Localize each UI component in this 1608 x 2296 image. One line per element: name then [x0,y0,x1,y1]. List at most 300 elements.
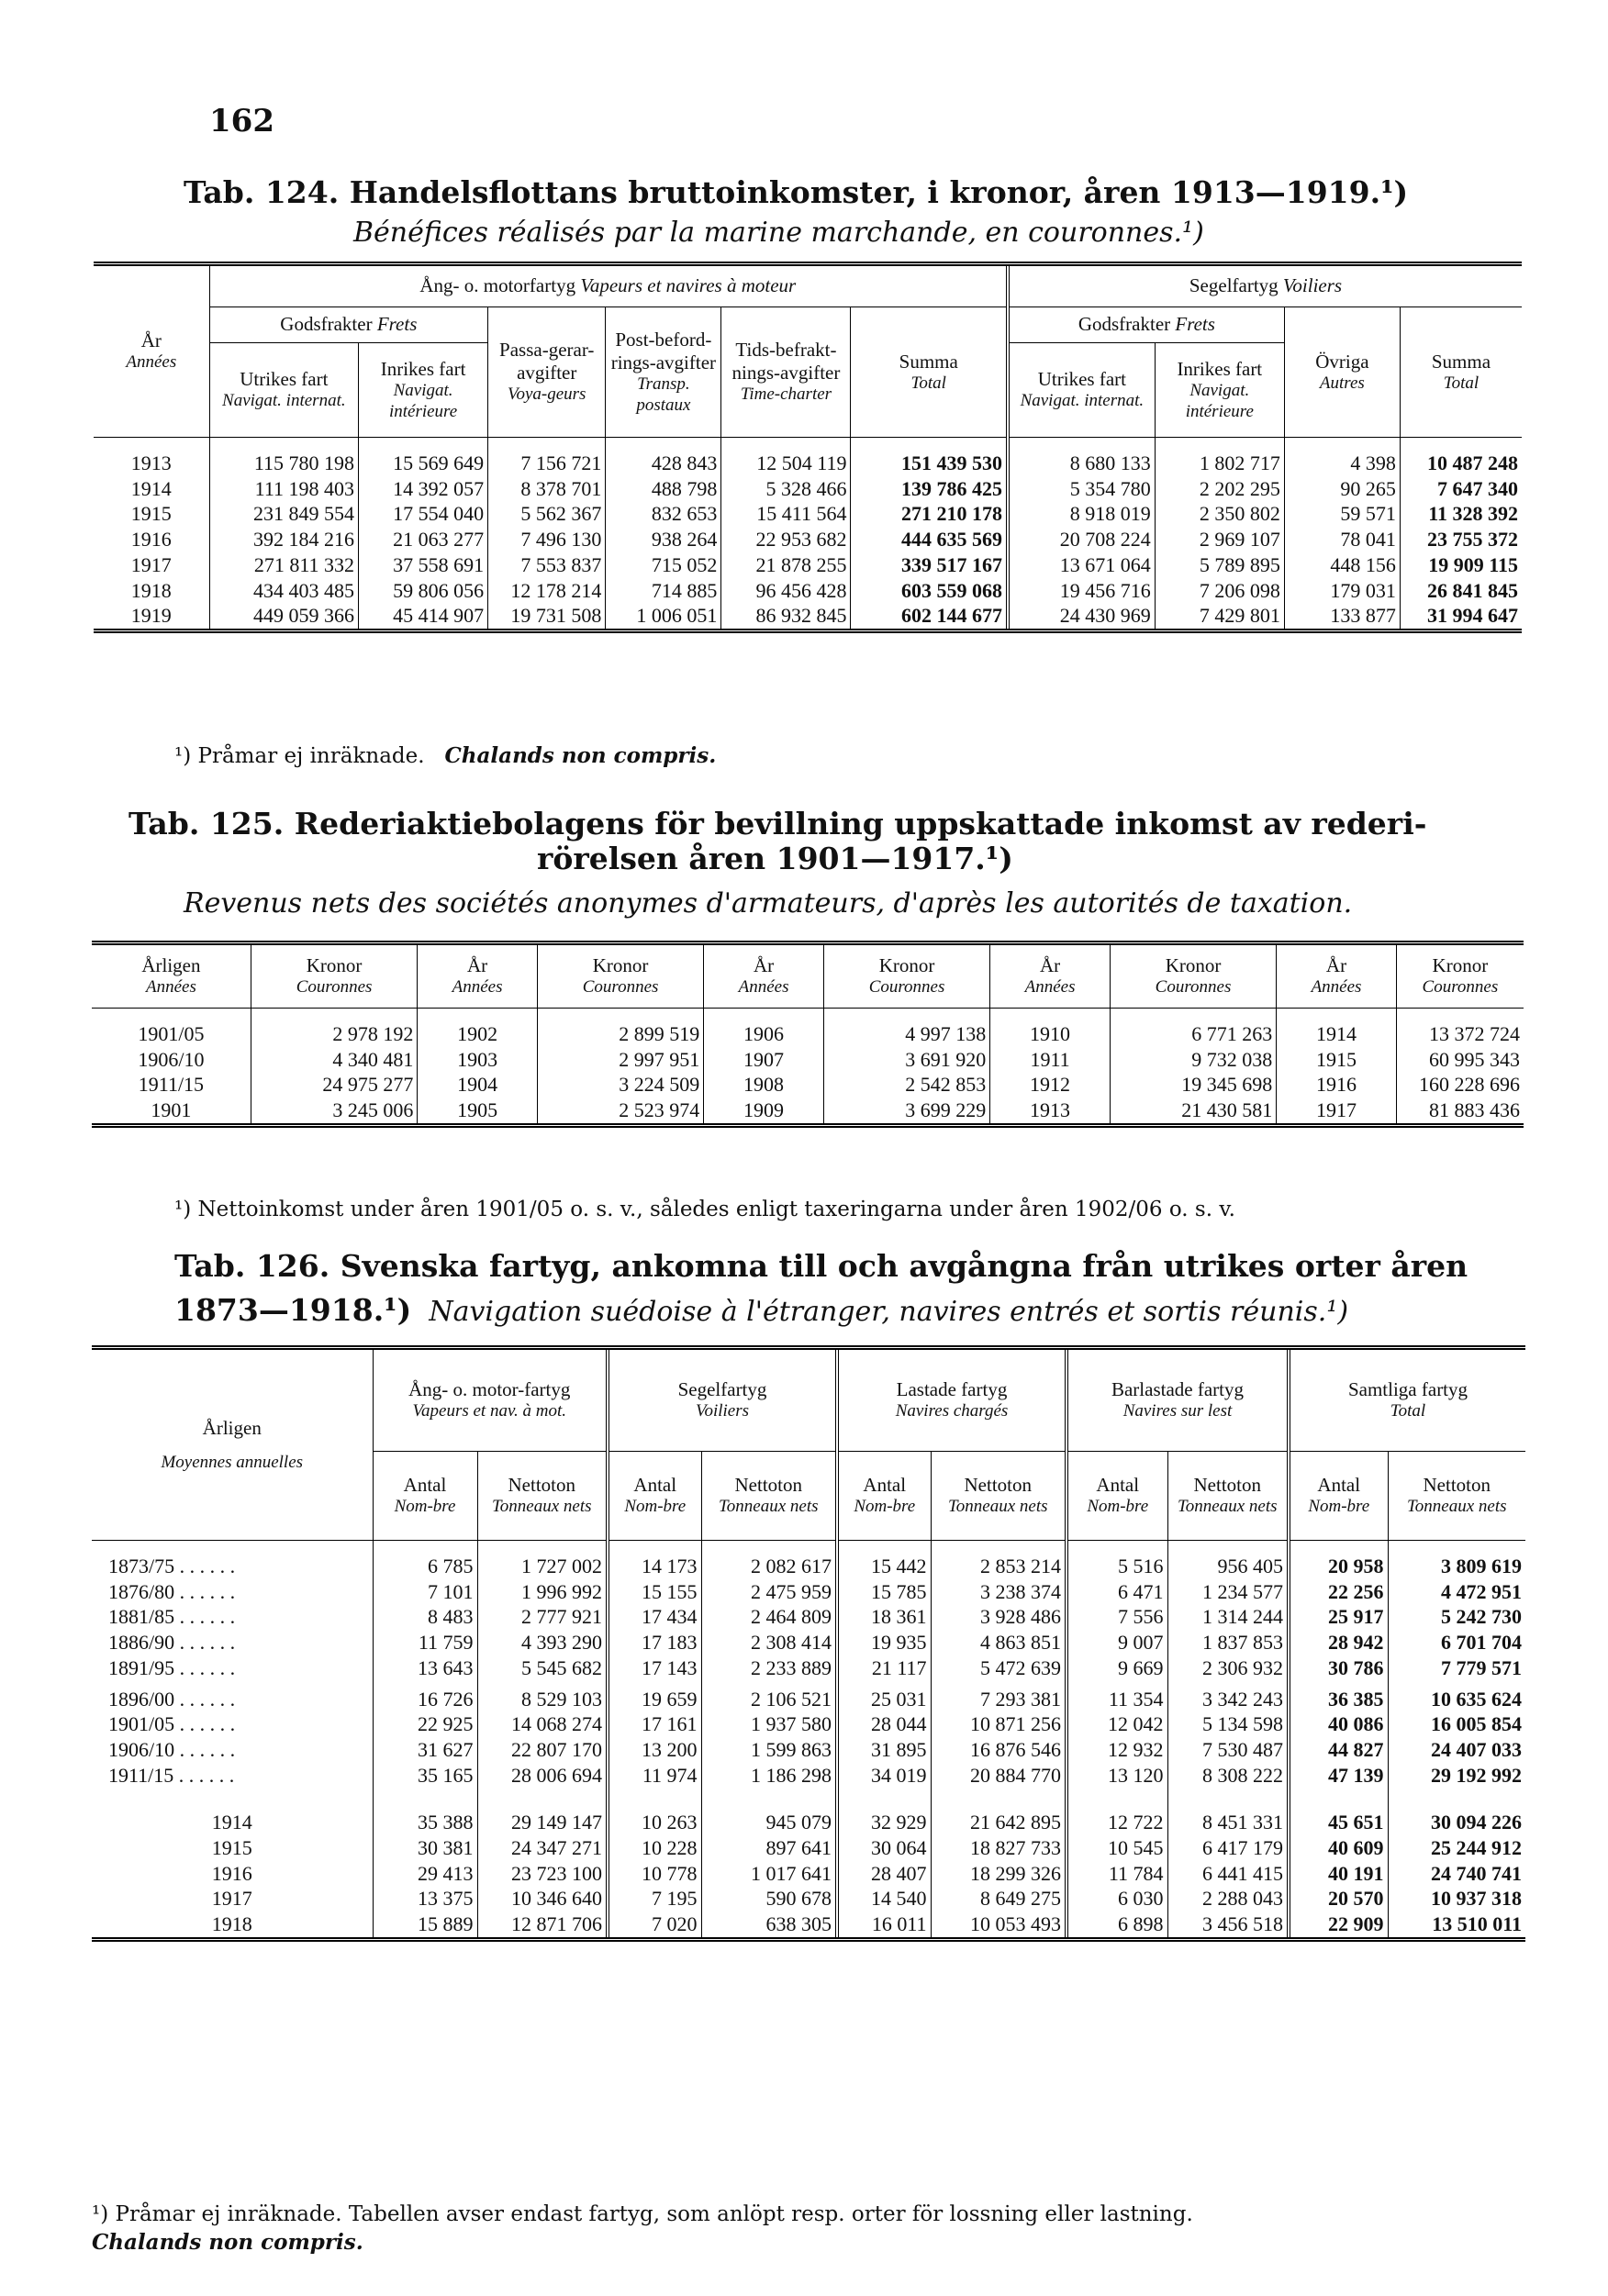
tab125-kronor-cell: 3 245 006 [251,1098,417,1125]
tab125-year-cell: 1903 [418,1047,538,1073]
tab124-value-cell: 938 264 [606,527,721,552]
tab124-value-cell: 19 909 115 [1400,552,1522,578]
tab124-value-cell: 8 680 133 [1008,451,1155,476]
tab124-sail-freight-header: Godsfrakter Frets [1008,307,1284,343]
tab126-value-cell: 13 643 [373,1655,477,1681]
tab126-value-cell: 25 031 [837,1687,931,1712]
tab126-value-cell: 16 726 [373,1687,477,1712]
tab126-row [92,1810,1525,1835]
tab124-value-cell: 602 144 677 [851,603,1008,630]
tab126-value-cell: 5 516 [1066,1554,1167,1579]
tab126-ballast-header: Barlastade fartyg Navires sur lest [1066,1348,1289,1452]
tab125-year-cell: 1916 [1277,1072,1397,1098]
tab124-value-cell: 2 969 107 [1155,527,1284,552]
tab126-value-cell: 12 871 706 [477,1911,608,1939]
tab124-value-cell: 96 456 428 [721,578,851,604]
tab126-period-cell: 1915 [211,1836,252,1860]
tab126-period-cell: 1891/95 . . . . . . [108,1655,236,1679]
tab124-value-cell: 24 430 969 [1008,603,1155,630]
tab126-value-cell: 21 117 [837,1655,931,1681]
tab124-value-cell: 2 350 802 [1155,501,1284,527]
tab126-value-cell: 11 974 [608,1763,701,1789]
tab126-value-cell: 10 635 624 [1388,1687,1525,1712]
tab125-kronor-cell: 9 732 038 [1110,1047,1276,1073]
tab125-kronor-cell: 2 523 974 [537,1098,703,1125]
tab126-loaded-header: Lastade fartyg Navires chargés [837,1348,1066,1452]
tab124-body [94,438,1522,631]
tab124-sail-foreign-header: Utrikes fart Navigat. internat. [1008,343,1155,438]
tab126-title-line2: 1873—1918.¹) [174,1292,412,1328]
tab125-kronor-cell: 2 542 853 [823,1072,989,1098]
tab126-row [92,1579,1525,1605]
tab125-kronor-cell: 160 228 696 [1396,1072,1524,1098]
tab126-period-cell: 1917 [211,1887,252,1911]
tab124-domestic-header: Inrikes fart Navigat. intérieure [359,343,488,438]
tab126-value-cell: 945 079 [701,1810,837,1835]
tab126-value-cell: 14 068 274 [477,1711,608,1737]
tab124-freight-header: Godsfrakter Frets [209,307,488,343]
tab126-value-cell: 29 192 992 [1388,1763,1525,1789]
tab124-value-cell: 339 517 167 [851,552,1008,578]
tab124-value-cell: 714 885 [606,578,721,604]
tab126-period-cell: 1873/75 . . . . . . [108,1555,236,1577]
tab126-value-cell: 6 785 [373,1554,477,1579]
tab125-year-header: År Années [990,943,1111,1009]
tab126-value-cell: 28 942 [1289,1630,1388,1655]
tab126-value-cell: 34 019 [837,1763,931,1789]
tab126-value-cell: 22 909 [1289,1911,1388,1939]
tab124-value-cell: 7 156 721 [488,451,606,476]
tab125-kronor-header: Kronor Couronnes [1396,943,1524,1009]
tab124-value-cell: 5 789 895 [1155,552,1284,578]
tab126-value-cell: 1 234 577 [1167,1579,1289,1605]
tab126-footnote: ¹) Pråmar ej inräknade. Tabellen avser endast fartyg, som anlöpt resp. orter för lossning eller lastning. [92,2202,1193,2226]
tab126-value-cell: 2 464 809 [701,1604,837,1630]
tab126-row [92,1655,1525,1681]
tab125-kronor-cell: 13 372 724 [1396,1021,1524,1047]
tab125-row [92,1098,1524,1125]
tab124-value-cell: 19 731 508 [488,603,606,630]
tab124-value-cell: 139 786 425 [851,476,1008,502]
tab125-footnote: ¹) Nettoinkomst under åren 1901/05 o. s. v., således enligt taxeringarna under åren 1902/06 o. s. v. [174,1198,1235,1221]
tab126-value-cell: 5 545 682 [477,1655,608,1681]
tab124-value-cell: 21 878 255 [721,552,851,578]
tab125-year-cell: 1906 [704,1021,824,1047]
tab125-year-cell: 1912 [990,1072,1111,1098]
tab124-value-cell: 133 877 [1284,603,1400,630]
tab126-value-cell: 20 884 770 [931,1763,1066,1789]
tab124-year-cell: 1915 [130,502,172,526]
tab126-value-cell: 2 853 214 [931,1554,1066,1579]
tab125-row [92,1072,1524,1098]
tab125-kronor-cell: 21 430 581 [1110,1098,1276,1125]
tab124-value-cell: 832 653 [606,501,721,527]
tab126-value-cell: 8 529 103 [477,1687,608,1712]
tab126-count-header: Antal Nom-bre [373,1452,477,1541]
page-number: 162 [209,103,274,139]
tab125-year-cell: 1906/10 [138,1047,205,1071]
tab126-period-cell: 1914 [211,1811,252,1834]
tab124-row [94,552,1522,578]
tab125-kronor-header: Kronor Couronnes [1110,943,1276,1009]
tab126-value-cell: 36 385 [1289,1687,1388,1712]
tab126-value-cell: 31 895 [837,1737,931,1763]
tab125-year-header: År Années [418,943,538,1009]
tab124-value-cell: 7 647 340 [1400,476,1522,502]
tab124-year-cell: 1914 [130,476,172,500]
tab124-value-cell: 15 569 649 [359,451,488,476]
tab124-value-cell: 1 802 717 [1155,451,1284,476]
tab125-kronor-header: Kronor Couronnes [251,943,417,1009]
tab126-value-cell: 12 722 [1066,1810,1167,1835]
tab124-value-cell: 488 798 [606,476,721,502]
tab126-value-cell: 11 759 [373,1630,477,1655]
tab124-year-cell: 1918 [130,578,172,602]
tab126-period-cell: 1906/10 . . . . . . [108,1737,236,1761]
tab124-value-cell: 8 918 019 [1008,501,1155,527]
tab124-value-cell: 448 156 [1284,552,1400,578]
tab126-value-cell: 1 599 863 [701,1737,837,1763]
tab126-value-cell: 7 101 [373,1579,477,1605]
tab126-value-cell: 19 659 [608,1687,701,1712]
tab126-value-cell: 4 863 851 [931,1630,1066,1655]
tab124-value-cell: 13 671 064 [1008,552,1155,578]
tab124-value-cell: 7 429 801 [1155,603,1284,630]
tab124-row [94,451,1522,476]
tab126-value-cell: 9 007 [1066,1630,1167,1655]
tab126-value-cell: 2 106 521 [701,1687,837,1712]
tab126-value-cell: 1 186 298 [701,1763,837,1789]
tab124-value-cell: 59 806 056 [359,578,488,604]
tab126-value-cell: 24 347 271 [477,1835,608,1861]
tab126-value-cell: 8 649 275 [931,1886,1066,1911]
tab126-value-cell: 6 471 [1066,1579,1167,1605]
tab125-kronor-cell: 81 883 436 [1396,1098,1524,1125]
tab126-value-cell: 2 233 889 [701,1655,837,1681]
tab126-net-header: Nettoton Tonneaux nets [701,1452,837,1541]
tab125-subtitle: Revenus nets des sociétés anonymes d'armateurs, d'après les autorités de taxation. [184,887,1353,920]
tab124-value-cell: 12 178 214 [488,578,606,604]
tab125-year-cell: 1908 [704,1072,824,1098]
tab126-table [92,1345,1525,1942]
tab126-row [92,1763,1525,1789]
tab124-value-cell: 45 414 907 [359,603,488,630]
tab126-value-cell: 30 094 226 [1388,1810,1525,1835]
tab125-year-cell: 1910 [990,1021,1111,1047]
tab125-title-line2: rörelsen åren 1901—1917.¹) [537,841,1013,876]
tab124-value-cell: 715 052 [606,552,721,578]
tab124-passenger-header: Passa-gerar-avgifter Voya-geurs [488,307,606,438]
tab124-value-cell: 31 994 647 [1400,603,1522,630]
tab126-value-cell: 9 669 [1066,1655,1167,1681]
tab124-value-cell: 115 780 198 [209,451,358,476]
tab126-value-cell: 20 570 [1289,1886,1388,1911]
tab124-year-cell: 1916 [130,528,172,552]
tab126-value-cell: 24 740 741 [1388,1861,1525,1887]
tab124-value-cell: 26 841 845 [1400,578,1522,604]
tab126-value-cell: 30 064 [837,1835,931,1861]
tab124-value-cell: 20 708 224 [1008,527,1155,552]
tab126-value-cell: 3 342 243 [1167,1687,1289,1712]
tab124-value-cell: 449 059 366 [209,603,358,630]
tab124-value-cell: 271 811 332 [209,552,358,578]
tab125-year-cell: 1905 [418,1098,538,1125]
tab126-value-cell: 2 082 617 [701,1554,837,1579]
tab126-value-cell: 13 510 011 [1388,1911,1525,1939]
tab125-kronor-cell: 2 978 192 [251,1021,417,1047]
tab126-value-cell: 1 837 853 [1167,1630,1289,1655]
tab124-value-cell: 2 202 295 [1155,476,1284,502]
tab124-value-cell: 603 559 068 [851,578,1008,604]
tab125-kronor-header: Kronor Couronnes [823,943,989,1009]
tab126-value-cell: 897 641 [701,1835,837,1861]
tab126-value-cell: 10 228 [608,1835,701,1861]
tab124-value-cell: 15 411 564 [721,501,851,527]
tab126-value-cell: 14 173 [608,1554,701,1579]
tab124-value-cell: 7 496 130 [488,527,606,552]
tab126-value-cell: 47 139 [1289,1763,1388,1789]
tab126-value-cell: 19 935 [837,1630,931,1655]
tab126-value-cell: 12 932 [1066,1737,1167,1763]
tab126-value-cell: 11 784 [1066,1861,1167,1887]
tab126-value-cell: 3 928 486 [931,1604,1066,1630]
tab126-row [92,1835,1525,1861]
tab126-value-cell: 7 020 [608,1911,701,1939]
tab126-value-cell: 25 244 912 [1388,1835,1525,1861]
tab124-value-cell: 86 932 845 [721,603,851,630]
tab126-value-cell: 45 651 [1289,1810,1388,1835]
tab126-period-cell: 1881/85 . . . . . . [108,1605,236,1629]
tab126-value-cell: 17 143 [608,1655,701,1681]
tab124-value-cell: 8 378 701 [488,476,606,502]
tab124-value-cell: 179 031 [1284,578,1400,604]
tab126-value-cell: 3 809 619 [1388,1554,1525,1579]
tab126-value-cell: 28 006 694 [477,1763,608,1789]
tab126-value-cell: 1 937 580 [701,1711,837,1737]
tab126-net-header: Nettoton Tonneaux nets [477,1452,608,1541]
tab125-kronor-cell: 3 224 509 [537,1072,703,1098]
tab124-row [94,501,1522,527]
tab126-value-cell: 22 256 [1289,1579,1388,1605]
tab126-value-cell: 12 042 [1066,1711,1167,1737]
tab126-value-cell: 6 417 179 [1167,1835,1289,1861]
tab126-value-cell: 5 472 639 [931,1655,1066,1681]
tab126-value-cell: 20 958 [1289,1554,1388,1579]
tab126-net-header: Nettoton Tonneaux nets [1167,1452,1289,1541]
tab126-value-cell: 638 305 [701,1911,837,1939]
tab124-other-header: Övriga Autres [1284,307,1400,438]
tab124-sail-sum-header: Summa Total [1400,307,1522,438]
tab126-value-cell: 15 889 [373,1911,477,1939]
tab126-value-cell: 4 472 951 [1388,1579,1525,1605]
tab126-value-cell: 18 361 [837,1604,931,1630]
tab125-row [92,1047,1524,1073]
tab124-value-cell: 392 184 216 [209,527,358,552]
tab126-value-cell: 1 314 244 [1167,1604,1289,1630]
tab125-kronor-cell: 4 340 481 [251,1047,417,1073]
tab126-value-cell: 6 701 704 [1388,1630,1525,1655]
tab126-value-cell: 8 308 222 [1167,1763,1289,1789]
tab126-value-cell: 2 306 932 [1167,1655,1289,1681]
tab126-value-cell: 14 540 [837,1886,931,1911]
tab125-kronor-cell: 3 691 920 [823,1047,989,1073]
tab126-value-cell: 23 723 100 [477,1861,608,1887]
tab124-subtitle: Bénéfices réalisés par la marine marchande, en couronnes.¹) [353,217,1204,249]
tab126-value-cell: 7 195 [608,1886,701,1911]
tab126-value-cell: 17 434 [608,1604,701,1630]
tab124-value-cell: 59 571 [1284,501,1400,527]
tab124-value-cell: 10 487 248 [1400,451,1522,476]
tab124-value-cell: 23 755 372 [1400,527,1522,552]
tab126-value-cell: 13 200 [608,1737,701,1763]
tab126-value-cell: 8 483 [373,1604,477,1630]
tab125-year-cell: 1901 [151,1098,192,1122]
tab125-year-cell: 1902 [418,1021,538,1047]
tab124-value-cell: 5 562 367 [488,501,606,527]
tab126-period-cell: 1916 [211,1861,252,1885]
tab125-kronor-cell: 2 997 951 [537,1047,703,1073]
tab126-row [92,1886,1525,1911]
tab126-value-cell: 29 413 [373,1861,477,1887]
tab124-time-header: Tids-befrakt-nings-avgifter Time-charter [721,307,851,438]
tab124-value-cell: 78 041 [1284,527,1400,552]
tab124-value-cell: 17 554 040 [359,501,488,527]
tab126-value-cell: 30 381 [373,1835,477,1861]
tab126-value-cell: 2 308 414 [701,1630,837,1655]
tab125-kronor-cell: 6 771 263 [1110,1021,1276,1047]
tab126-period-cell: 1876/80 . . . . . . [108,1579,236,1603]
tab125-year-cell: 1911/15 [138,1073,205,1097]
tab126-value-cell: 6 441 415 [1167,1861,1289,1887]
tab125-year-cell: 1914 [1277,1021,1397,1047]
tab124-value-cell: 7 206 098 [1155,578,1284,604]
tab126-value-cell: 11 354 [1066,1687,1167,1712]
tab126-value-cell: 31 627 [373,1737,477,1763]
tab124-post-header: Post-beford-rings-avgifter Transp. postaux [606,307,721,438]
tab125-year-cell: 1913 [990,1098,1111,1125]
tab126-value-cell: 2 475 959 [701,1579,837,1605]
tab124-sail-header: Segelfartyg Voiliers [1008,264,1522,307]
tab126-row [92,1737,1525,1763]
tab125-kronor-cell: 3 699 229 [823,1098,989,1125]
tab126-value-cell: 16 876 546 [931,1737,1066,1763]
tab126-row [92,1861,1525,1887]
tab126-annual-header: Årligen Moyennes annuelles [92,1348,373,1541]
tab125-year-cell: 1915 [1277,1047,1397,1073]
tab126-motor-header: Ång- o. motor-fartyg Vapeurs et nav. à mot. [373,1348,608,1452]
tab126-value-cell: 2 288 043 [1167,1886,1289,1911]
tab124-footnote: ¹) Pråmar ej inräknade. Chalands non compris. [174,743,717,768]
tab124-row [94,603,1522,630]
tab126-value-cell: 28 407 [837,1861,931,1887]
tab125-kronor-cell: 60 995 343 [1396,1047,1524,1073]
tab124-value-cell: 271 210 178 [851,501,1008,527]
tab126-sail-header: Segelfartyg Voiliers [608,1348,837,1452]
tab126-value-cell: 5 242 730 [1388,1604,1525,1630]
tab125-year-cell: 1901/05 [138,1022,205,1045]
tab126-value-cell: 40 609 [1289,1835,1388,1861]
tab124-value-cell: 428 843 [606,451,721,476]
tab124-value-cell: 12 504 119 [721,451,851,476]
tab124-title: Tab. 124. Handelsflottans bruttoinkomster, i kronor, åren 1913—1919.¹) [184,174,1409,210]
tab124-value-cell: 111 198 403 [209,476,358,502]
tab125-year-cell: 1904 [418,1072,538,1098]
tab126-value-cell: 17 183 [608,1630,701,1655]
tab126-total-header: Samtliga fartyg Total [1289,1348,1525,1452]
tab124-value-cell: 1 006 051 [606,603,721,630]
tab126-value-cell: 29 149 147 [477,1810,608,1835]
tab125-year-cell: 1907 [704,1047,824,1073]
tab126-value-cell: 18 299 326 [931,1861,1066,1887]
tab124-value-cell: 444 635 569 [851,527,1008,552]
tab124-row [94,527,1522,552]
tab126-value-cell: 35 165 [373,1763,477,1789]
tab124-value-cell: 37 558 691 [359,552,488,578]
tab126-value-cell: 8 451 331 [1167,1810,1289,1835]
tab126-value-cell: 15 785 [837,1579,931,1605]
tab125-kronor-cell: 24 975 277 [251,1072,417,1098]
tab124-value-cell: 151 439 530 [851,451,1008,476]
tab124-table [94,262,1522,633]
tab124-value-cell: 19 456 716 [1008,578,1155,604]
tab126-title-line1: Tab. 126. Svenska fartyg, ankomna till och avgångna från utrikes orter åren [174,1248,1468,1284]
tab126-value-cell: 18 827 733 [931,1835,1066,1861]
tab126-value-cell: 13 375 [373,1886,477,1911]
tab126-value-cell: 7 530 487 [1167,1737,1289,1763]
tab126-row [92,1711,1525,1737]
tab126-period-cell: 1886/90 . . . . . . [108,1631,236,1655]
tab126-value-cell: 35 388 [373,1810,477,1835]
tab125-year-cell: 1917 [1277,1098,1397,1125]
tab126-value-cell: 1 727 002 [477,1554,608,1579]
tab124-value-cell: 5 328 466 [721,476,851,502]
tab126-row [92,1687,1525,1712]
tab126-value-cell: 6 030 [1066,1886,1167,1911]
tab124-year-header: År Années [94,264,209,438]
tab126-value-cell: 6 898 [1066,1911,1167,1939]
tab125-title-line1: Tab. 125. Rederiaktiebolagens för bevillning uppskattade inkomst av rederi- [128,806,1427,841]
tab126-count-header: Antal Nom-bre [1066,1452,1167,1541]
tab126-value-cell: 21 642 895 [931,1810,1066,1835]
tab125-year-header: År Années [1277,943,1397,1009]
tab126-count-header: Antal Nom-bre [608,1452,701,1541]
tab124-value-cell: 4 398 [1284,451,1400,476]
tab126-value-cell: 44 827 [1289,1737,1388,1763]
tab126-value-cell: 7 556 [1066,1604,1167,1630]
tab126-value-cell: 10 263 [608,1810,701,1835]
tab126-value-cell: 590 678 [701,1886,837,1911]
tab126-row [92,1911,1525,1939]
tab125-year-cell: 1909 [704,1098,824,1125]
tab125-kronor-cell: 2 899 519 [537,1021,703,1047]
tab125-kronor-cell: 19 345 698 [1110,1072,1276,1098]
tab126-value-cell: 10 937 318 [1388,1886,1525,1911]
tab126-count-header: Antal Nom-bre [1289,1452,1388,1541]
tab124-value-cell: 5 354 780 [1008,476,1155,502]
tab126-value-cell: 22 807 170 [477,1737,608,1763]
tab124-year-cell: 1913 [130,451,172,474]
tab126-value-cell: 30 786 [1289,1655,1388,1681]
tab126-value-cell: 15 442 [837,1554,931,1579]
tab125-year-header: År Années [704,943,824,1009]
tab126-period-cell: 1896/00 . . . . . . [108,1687,236,1711]
tab124-value-cell: 11 328 392 [1400,501,1522,527]
tab126-value-cell: 7 779 571 [1388,1655,1525,1681]
tab124-value-cell: 7 553 837 [488,552,606,578]
tab126-value-cell: 10 871 256 [931,1711,1066,1737]
tab125-year-cell: 1911 [990,1047,1111,1073]
tab126-value-cell: 13 120 [1066,1763,1167,1789]
